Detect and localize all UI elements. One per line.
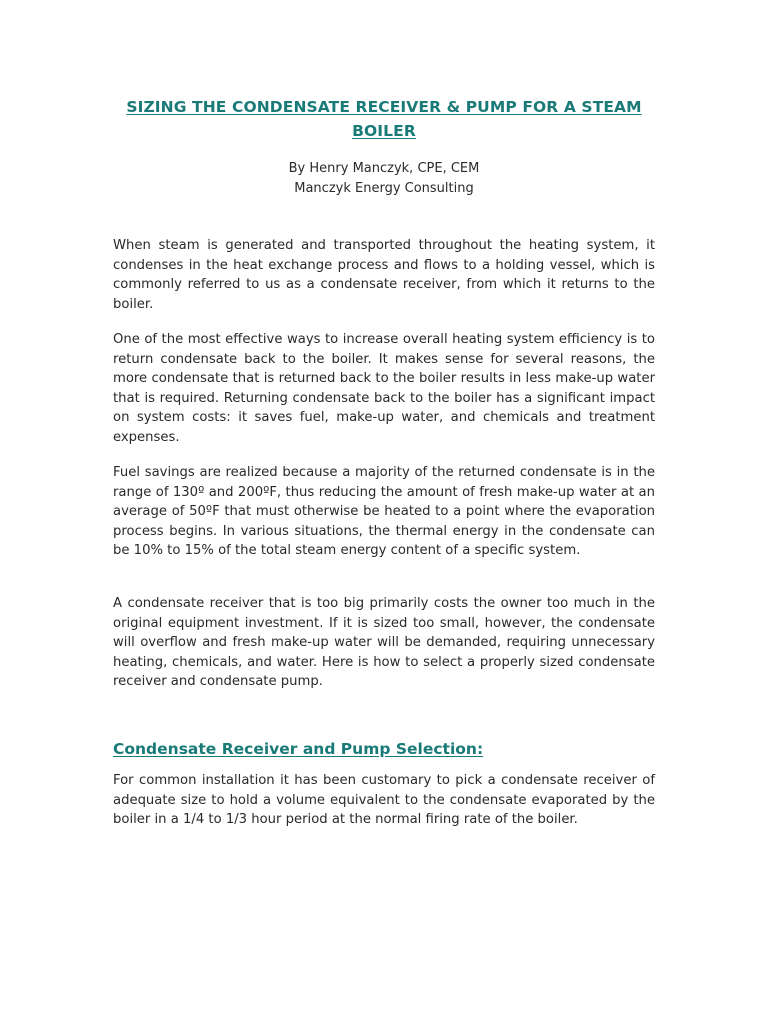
byline <box>113 159 655 199</box>
paragraph-intro: When steam is generated and transported throughout the heating system, it condenses in the heat exchange process and flows to a holding vessel, which is commonly referred to us as a condensate receiver, from which it returns to the boiler. <box>113 238 655 312</box>
paragraph-fuel-savings: Fuel savings are realized because a majority of the returned condensate is in the range of 130º and 200ºF, thus reducing the amount of fresh make-up water at an average of 50ºF that must otherwise be heated to a point where the evaporation process begins. In various situations, the thermal energy in the condensate can be 10% to 15% of the total steam energy content of a specific system. <box>113 465 655 559</box>
document-title: SIZING THE CONDENSATE RECEIVER & PUMP FOR A STEAM BOILER <box>126 98 642 140</box>
paragraph-efficiency: One of the most effective ways to increase overall heating system efficiency is to return condensate back to the boiler. It makes sense for several reasons, the more condensate that is returned back to the boiler results in less make-up water that is required. Returning condensate back to the boiler has a significant impact on system costs: it saves fuel, make-up water, and chemicals and treatment expenses. <box>113 332 655 445</box>
paragraph-selection: For common installation it has been customary to pick a condensate receiver of adequate size to hold a volume equivalent to the condensate evaporated by the boiler in a 1/4 to 1/3 hour period at the normal firing rate of the boiler. <box>113 773 655 828</box>
organization-line: Manczyk Energy Consulting <box>294 181 474 196</box>
author-line: By Henry Manczyk, CPE, CEM <box>288 161 480 176</box>
section-heading: Condensate Receiver and Pump Selection: <box>113 740 484 758</box>
paragraph-receiver-size: A condensate receiver that is too big primarily costs the owner too much in the original equipment investment. If it is sized too small, however, the condensate will overflow and fresh make-up water will be demanded, requiring unnecessary heating, chemicals, and water. Here is how to select a properly sized condensate receiver and condensate pump. <box>113 596 655 690</box>
